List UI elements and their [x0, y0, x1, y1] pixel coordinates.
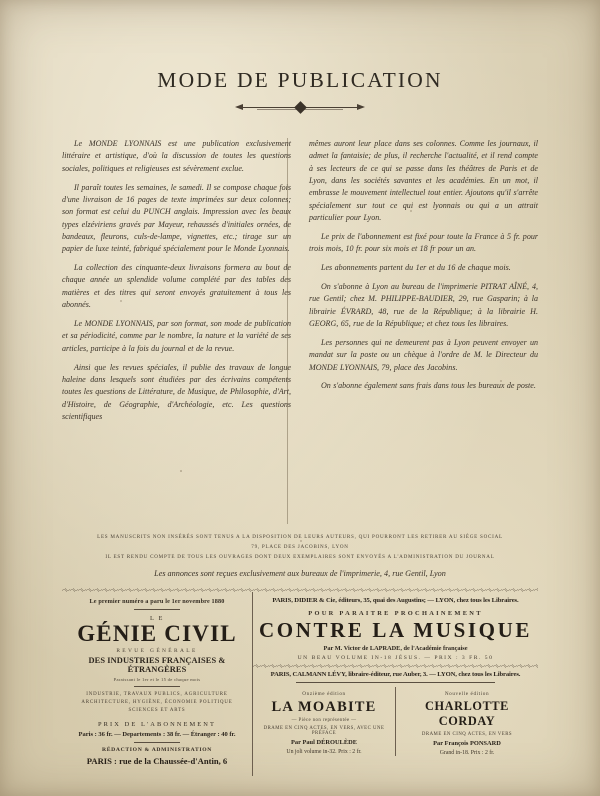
ad-title-genie-civil: GÉNIE CIVIL — [77, 621, 237, 646]
legal-notice — [62, 532, 538, 578]
ad-industries: DES INDUSTRIES FRANÇAISES & ÉTRANGÈRES — [88, 656, 226, 674]
play-author: Par François PONSARD — [433, 740, 501, 747]
page-sheet — [40, 20, 560, 776]
ad-le: L E — [150, 615, 164, 622]
paragraph: Les abonnements partent du 1er et du 16 de chaque mois. — [321, 263, 511, 273]
notice-announcements: Les annonces sont reçues exclusivement aux bureaux de l'imprimerie, 4, rue Gentil, Lyon — [154, 569, 446, 578]
notice-line-2: 79, PLACE DES JACOBINS, LYON — [251, 544, 349, 550]
ad-publisher-bottom: PARIS, CALMANN LÉVY, libraire-éditeur, rue Auber, 3. — LYON, chez tous les Libraires. — [270, 671, 521, 678]
ad-genie-civil[interactable] — [62, 592, 252, 776]
rule — [134, 742, 180, 743]
play-title: CHARLOTTE CORDAY — [425, 699, 509, 728]
ad-subtitle: REVUE GÉNÉRALE — [116, 648, 198, 654]
ad-first-issue: Le premier numéro a paru le 1er novembre 1880 — [89, 598, 225, 605]
play-price: Un joli volume in-32. Prix : 2 fr. — [286, 749, 362, 755]
ad-address: PARIS : rue de la Chaussée-d'Antin, 6 — [86, 755, 228, 766]
play-note: — Pièce non représentée — — [291, 718, 357, 723]
left-column — [62, 138, 291, 526]
paragraph: Le prix de l'abonnement est fixé pour toute la France à 5 fr. pour trois mois, 10 fr. pour six mois et 18 fr pour un an. — [309, 231, 538, 254]
ad-format-price: UN BEAU VOLUME IN-18 JÉSUS. — PRIX : 3 FR. 50 — [297, 655, 494, 661]
ad-topics-3: SCIENCES ET ARTS — [128, 708, 186, 714]
rule — [296, 682, 496, 683]
ad-publisher-top: PARIS, DIDIER & Cie, éditeurs, 35, quai des Augustins; — LYON, chez tous les Libraires. — [272, 597, 519, 604]
paragraph: On s'abonne également sans frais dans tous les bureaux de poste. — [321, 381, 536, 391]
paragraph: Il paraît toutes les semaines, le samedi. Il se compose chaque fois d'une livraison de 16 pages de texte imprimées sur deux colonnes; son format est celui du PUNCH anglais. Impression avec les beaux types elzéviriens gravés par Mayeur, rehaussés d'initiales ornées, de bandeaux, fleurons, culs-de-lampe, vignettes, etc.; tirage sur un papier de luxe teinté, fabriqué spécialement pour le Monde Lyonnais. — [62, 182, 291, 254]
play-author: Par Paul DÉROULÈDE — [291, 739, 357, 746]
play-ads — [253, 687, 538, 756]
paragraph: Les personnes qui ne demeurent pas à Lyon peuvent envoyer un mandat sur la poste ou un chèque à l'ordre de M. le Directeur du MONDE LYONNAIS, 79, place des Jacobins. — [309, 337, 538, 372]
ad-title-contre-la-musique: CONTRE LA MUSIQUE — [259, 618, 532, 642]
paragraph: On s'abonne à Lyon au bureau de l'imprimerie PITRAT AÎNÉ, 4, rue Gentil; chez M. PHILIPPE-BAUDIER, 29, rue Gasparin; à la librairie ÉVRARD, 48, rue de la République; à la librairie H. GEORG, 65, rue de la République; et chez tous les libraires. — [309, 281, 538, 328]
advertisement-row — [62, 592, 538, 776]
ad-topics-1: INDUSTRIE, TRAVAUX PUBLICS, AGRICULTURE — [86, 692, 228, 697]
advertisement-block — [62, 588, 538, 778]
paragraph: La collection des cinquante-deux livraisons formera au bout de chaque année un splendide volume complété par des tables des matières et des titres qui seront envoyés gratuitement à tous les abonnés. — [62, 263, 291, 310]
notice-line-1: LES MANUSCRITS NON INSÉRÉS SONT TENUS A LA DISPOSITION DE LEURS AUTEURS, QUI POURRONT LES RETIRER AU SIÈGE SOCIAL — [97, 534, 503, 540]
rule — [134, 609, 180, 610]
ad-frequency: Paraissant le 1er et le 15 de chaque mois — [113, 677, 201, 682]
play-title: LA MOABITE — [271, 699, 377, 715]
rule — [134, 686, 180, 687]
paragraph: Ainsi que les revues spéciales, il publie des travaux de longue haleine dans lesquels sont étudiées par des écrivains compétents toutes les questions de Littérature, de Musique, de Philosophie, d'Art, d'Histoire, de Géographie, d'Archéologie, etc. Les questions scientifiques — [62, 362, 291, 421]
play-edition: Onzième édition — [302, 691, 346, 697]
right-column — [309, 138, 538, 526]
play-edition: Nouvelle édition — [444, 691, 490, 697]
play-description: DRAME EN CINQ ACTES, EN VERS, AVEC UNE PRÉFACE — [263, 726, 385, 736]
ad-books[interactable] — [252, 592, 538, 776]
ad-admin-heading: RÉDACTION & ADMINISTRATION — [101, 746, 213, 753]
paragraph: mêmes auront leur place dans ses colonnes. Comme les journaux, il admet la fantaisie; de plus, il recherche l'actualité, et il rend compte à ses lecteurs de ce qui se passe dans les théâtres de Paris et de Lyon, dans les sociétés savantes et les académies. En un mot, il embrasse le mouvement intellectuel tout entier. Ajoutons qu'il s'arrête spécialement sur tout ce qui est lyonnais ou qui a un attrait particulier pour Lyon. — [309, 139, 538, 223]
paragraph: Le MONDE LYONNAIS, par son format, son mode de publication et sa périodicité, comme par le nombre, la nature et la variété de ses articles, participe à la fois du journal et de la revue. — [62, 318, 291, 353]
ad-prices: Paris : 36 fr. — Departements : 38 fr. — Étranger : 40 fr. — [78, 730, 236, 738]
page-title: MODE DE PUBLICATION — [157, 68, 443, 92]
notice-line-3: IL EST RENDU COMPTE DE TOUS LES OUVRAGES DONT DEUX EXEMPLAIRES SONT ENVOYÉS A L'ADMINISTRATION DU JOURNAL — [105, 554, 495, 560]
play-description: DRAME EN CINQ ACTES, EN VERS — [421, 732, 513, 737]
ad-topics-2: ARCHITECTURE, HYGIÈNE, ÉCONOMIE POLITIQUE — [81, 700, 233, 706]
ad-author: Par M. Victor de LAPRADE, de l'Académie française — [323, 645, 468, 652]
ad-forthcoming: POUR PARAITRE PROCHAINEMENT — [308, 610, 483, 617]
wavy-divider-mid — [253, 664, 538, 668]
ad-price-heading: PRIX DE L'ABONNEMENT — [97, 720, 217, 728]
play-price: Grand in-18. Prix : 2 fr. — [439, 750, 495, 756]
body-columns — [62, 138, 538, 526]
diamond-rule-ornament-icon — [235, 102, 365, 114]
ad-charlotte-corday[interactable] — [396, 687, 538, 756]
ad-la-moabite[interactable] — [253, 687, 396, 756]
paragraph: Le MONDE LYONNAIS est une publication exclusivement littéraire et artistique, d'où la discussion de toutes les questions sociales, politiques et religieuses est sévèrement exclue. — [62, 139, 291, 173]
